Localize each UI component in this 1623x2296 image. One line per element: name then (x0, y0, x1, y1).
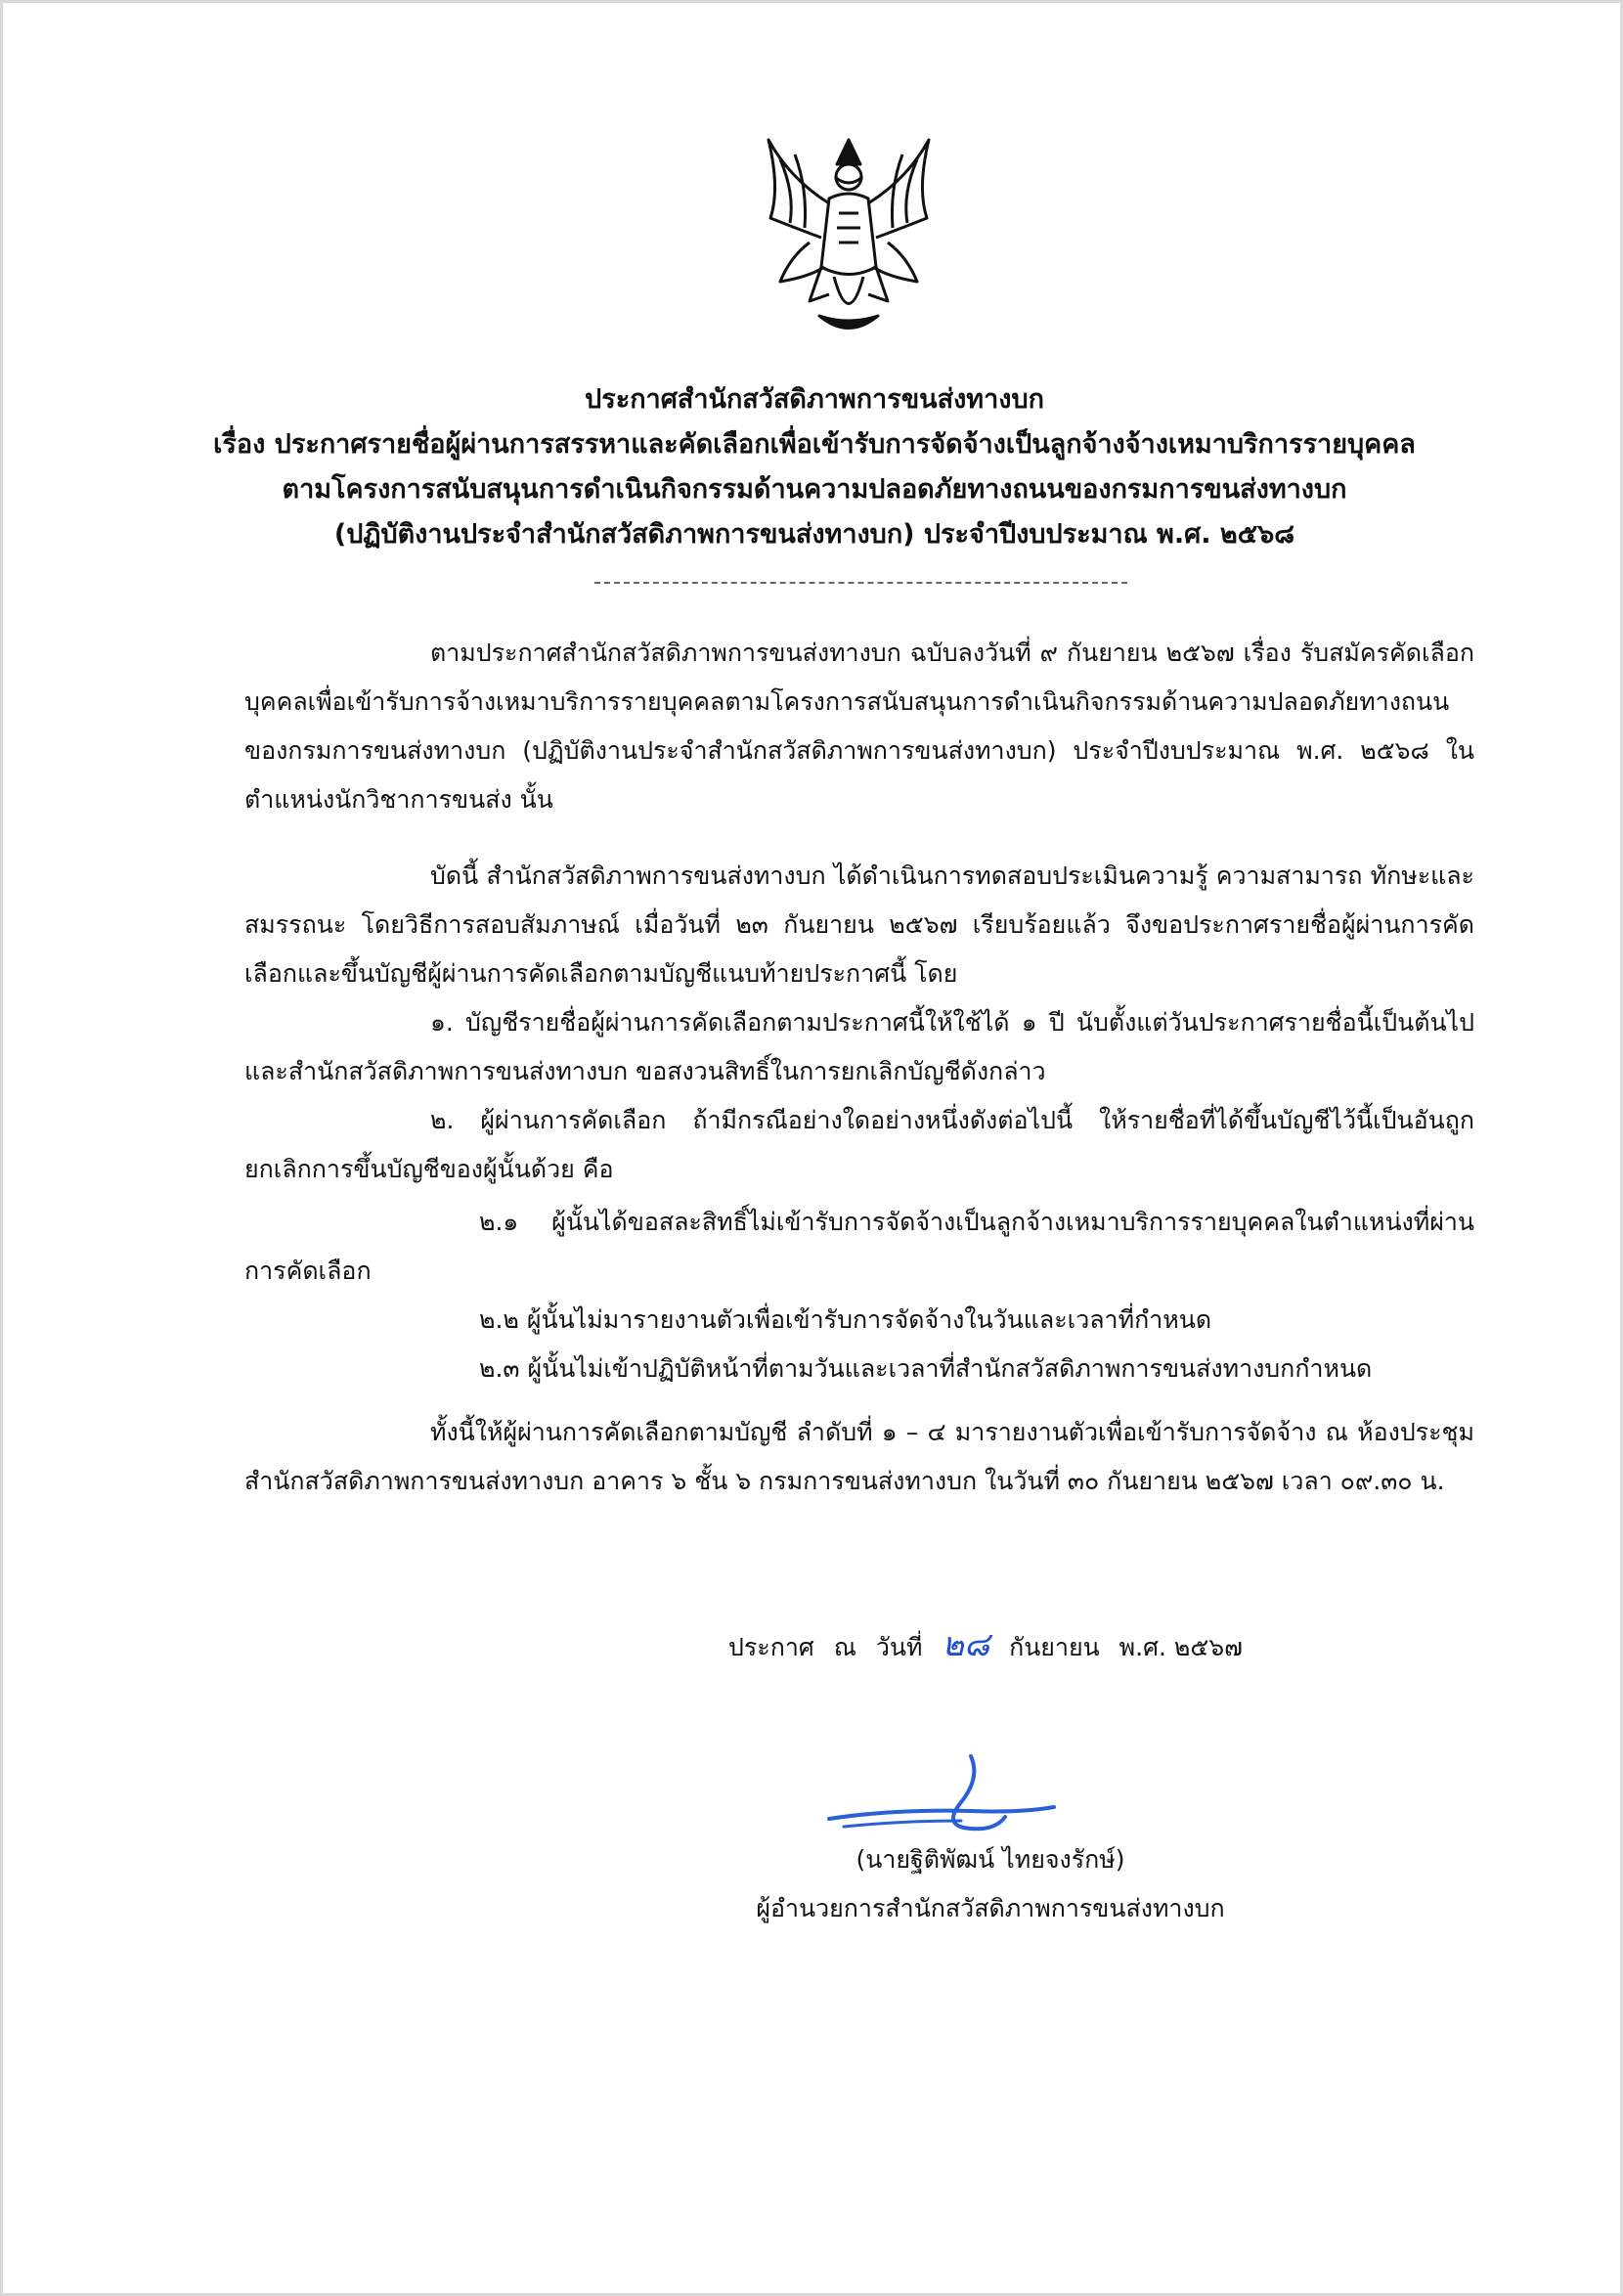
list-item-2-2: ๒.๒ ผู้นั้นไม่มารายงานตัวเพื่อเข้ารับการจัดจ้างในวันและเวลาที่กำหนด (479, 1305, 1212, 1334)
heading-line-2: เรื่อง ประกาศรายชื่อผู้ผ่านการสรรหาและคัดเลือกเพื่อเข้ารับการจัดจ้างเป็นลูกจ้างจ้างเหมาบริการรายบุคคล (213, 429, 1416, 460)
list-item-1: ๑. บัญชีรายชื่อผู้ผ่านการคัดเลือกตามประกาศนี้ให้ใช้ได้ ๑ ปี นับตั้งแต่วันประกาศรายชื่อนี้เป็นต้นไป และสำนักสวัสดิภาพการขนส่งทางบก ขอสงวนสิทธิ์ในการยกเลิกบัญชีดังกล่าว (244, 1008, 1474, 1085)
signer-name: (นายฐิติพัฒน์ ไทยจงรักษ์) (855, 1845, 1125, 1874)
handwritten-signature-icon (824, 1748, 1059, 1846)
heading-divider (594, 582, 1127, 584)
heading-line-3: ตามโครงการสนับสนุนการดำเนินกิจกรรมด้านความปลอดภัยทางถนนของกรมการขนส่งทางบก (282, 474, 1347, 505)
heading-line-4: (ปฏิบัติงานประจำสำนักสวัสดิภาพการขนส่งทางบก) ประจำปีงบประมาณ พ.ศ. ๒๕๖๘ (333, 519, 1295, 550)
date-year: พ.ศ. ๒๕๖๗ (1119, 1633, 1243, 1661)
date-at: ณ (833, 1633, 856, 1661)
signer-position: ผู้อำนวยการสำนักสวัสดิภาพการขนส่งทางบก (756, 1894, 1225, 1922)
garuda-emblem-icon (751, 120, 946, 345)
announcement-date (728, 1620, 1254, 1672)
paragraph-announcement: บัดนี้ สำนักสวัสดิภาพการขนส่งทางบก ได้ดำเนินการทดสอบประเมินความรู้ ความสามารถ ทักษะและสมรรถนะ โดยวิธีการสอบสัมภาษณ์ เมื่อวันที่ ๒๓ กันยายน ๒๕๖๗ เรียบร้อยแล้ว จึงขอประกาศรายชื่อผู้ผ่านการคัดเลือกและขึ้นบัญชีผู้ผ่านการคัดเลือกตามบัญชีแนบท้ายประกาศนี้ โดย (244, 861, 1474, 988)
paragraph-reference: ตามประกาศสำนักสวัสดิภาพการขนส่งทางบก ฉบับลงวันที่ ๙ กันยายน ๒๕๖๗ เรื่อง รับสมัครคัดเลือกบุคคลเพื่อเข้ารับการจ้างเหมาบริการรายบุคคลตามโครงการสนับสนุนการดำเนินกิจกรรมด้านความปลอดภัยทางถนนของกรมการขนส่งทางบก (ปฏิบัติงานประจำสำนักสวัสดิภาพการขนส่งทางบก) ประจำปีงบประมาณ พ.ศ. ๒๕๖๘ ในตำแหน่งนักวิชาการขนส่ง นั้น (244, 639, 1474, 814)
date-month: กันยายน (1009, 1633, 1100, 1661)
announcement-heading (179, 377, 1450, 557)
paragraph-report-instruction: ทั้งนี้ให้ผู้ผ่านการคัดเลือกตามบัญชี ลำดับที่ ๑ – ๔ มารายงานตัวเพื่อเข้ารับการจัดจ้าง ณ ห้องประชุมสำนักสวัสดิภาพการขนส่งทางบก อาคาร ๖ ชั้น ๖ กรมการขนส่งทางบก ในวันที่ ๓๐ กันยายน ๒๕๖๗ เวลา ๐๙.๓๐ น. (244, 1418, 1474, 1495)
date-day-label: วันที่ (875, 1633, 923, 1661)
heading-line-1: ประกาศสำนักสวัสดิภาพการขนส่งทางบก (585, 384, 1044, 415)
list-item-2: ๒. ผู้ผ่านการคัดเลือก ถ้ามีกรณีอย่างใดอย่างหนึ่งดังต่อไปนี้ ให้รายชื่อที่ได้ขึ้นบัญชีไว้นี้เป็นอันถูกยกเลิกการขึ้นบัญชีของผู้นั้นด้วย คือ (244, 1106, 1474, 1183)
list-item-2-1: ๒.๑ ผู้นั้นได้ขอสละสิทธิ์ไม่เข้ารับการจัดจ้างเป็นลูกจ้างเหมาบริการรายบุคคลในตำแหน่งที่ผ่านการคัดเลือก (244, 1208, 1474, 1285)
list-item-2-3: ๒.๓ ผู้นั้นไม่เข้าปฏิบัติหน้าที่ตามวันและเวลาที่สำนักสวัสดิภาพการขนส่งทางบกกำหนด (479, 1354, 1373, 1383)
date-day: ๒๘ (942, 1625, 990, 1664)
date-prefix: ประกาศ (728, 1633, 814, 1661)
